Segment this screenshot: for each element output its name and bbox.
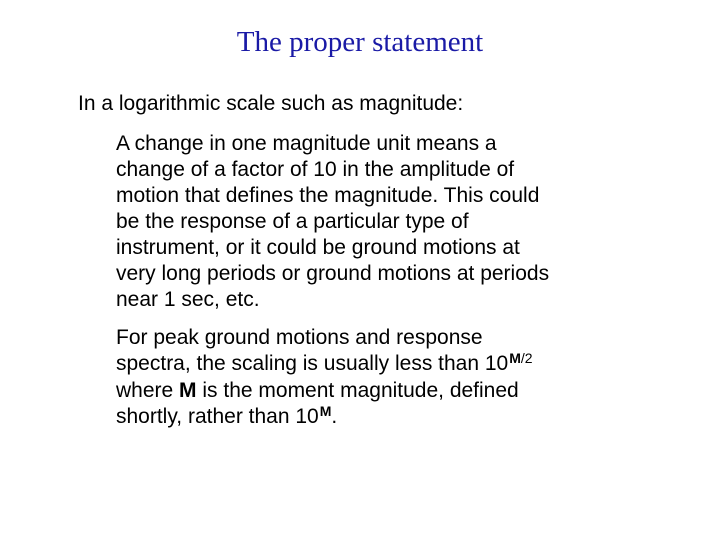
exponent-superscript: [320, 403, 332, 419]
paragraph-line: For peak ground motions and response: [116, 326, 483, 349]
paragraph-line: motion that defines the magnitude. This could: [116, 184, 540, 207]
paragraph-line: very long periods or ground motions at periods: [116, 262, 550, 285]
paragraph-peak-ground-motions: [116, 325, 636, 431]
paragraph-line: [116, 404, 636, 431]
line-text: is the moment magnitude, defined: [196, 379, 519, 402]
paragraph-line: instrument, or it could be ground motions at: [116, 236, 520, 259]
paragraph-line: change of a factor of 10 in the amplitude of: [116, 158, 515, 181]
slide-title: The proper statement: [236, 26, 484, 58]
line-end-period: .: [331, 405, 338, 428]
bold-m-symbol: M: [179, 379, 197, 402]
paragraph-line: A change in one magnitude unit means a: [116, 132, 497, 155]
paragraph-line: near 1 sec, etc.: [116, 288, 260, 311]
line-text: shortly, rather than 10: [116, 405, 319, 428]
exponent-m: M: [319, 403, 332, 419]
paragraph-log-scale: [116, 131, 636, 313]
paragraph-line: be the response of a particular type of: [116, 210, 469, 233]
paragraph-line: [116, 378, 636, 404]
line-text: where: [116, 379, 180, 402]
exponent-m: M: [509, 350, 521, 366]
line-text: spectra, the scaling is usually less than 10: [116, 352, 509, 375]
intro-text: In a logarithmic scale such as magnitude:: [78, 92, 464, 115]
exponent-superscript: [509, 350, 532, 366]
exponent-divisor: /2: [520, 350, 533, 366]
paragraph-line: [116, 351, 636, 378]
